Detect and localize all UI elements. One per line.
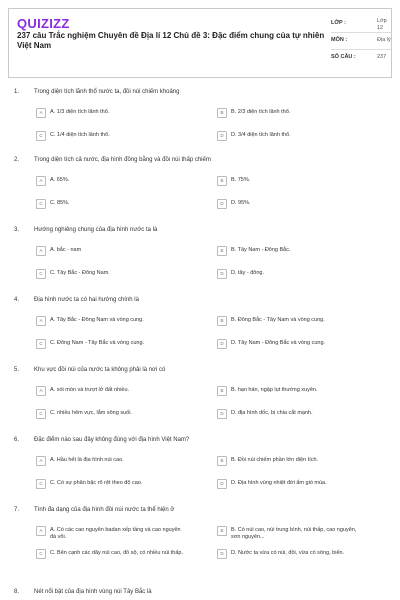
question-text: Trong diện tích lãnh thổ nước ta, đồi núi chiếm khoảng: [34, 89, 180, 95]
answer-option-d[interactable]: [217, 269, 367, 283]
option-text: A. Có các cao nguyên badan xếp tầng và cao nguyên đá vôi.: [50, 527, 181, 540]
page-title: 237 câu Trắc nghiệm Chuyên đề Địa lí 12 Chủ đề 3: Đặc điểm chung của tự nhiên Việt Nam: [17, 31, 325, 50]
option-text: C. Đông Nam - Tây Bắc và vòng cung.: [50, 340, 145, 346]
answer-option-d[interactable]: [217, 199, 367, 213]
option-text: D. 3/4 diện tích lãnh thổ.: [231, 132, 291, 138]
option-letter-box: C: [36, 479, 46, 489]
question-text: Nét nổi bật của địa hình vùng núi Tây Bắc là: [34, 589, 152, 595]
option-letter-box: A: [36, 246, 46, 256]
option-text: A. 65%.: [50, 177, 70, 183]
question-text: Khu vực đồi núi của nước ta không phải là nơi có: [34, 367, 166, 373]
question-number: 5.: [14, 367, 20, 373]
option-letter-box: D: [217, 409, 227, 419]
answer-option-a[interactable]: [36, 246, 186, 260]
option-text: C. Bên cạnh các dãy núi cao, đồ sộ, có nhiều núi thấp.: [50, 550, 184, 556]
option-letter-box: D: [217, 199, 227, 209]
option-letter-box: C: [36, 549, 46, 559]
brand-logo[interactable]: QUIZIZZ: [17, 16, 70, 31]
option-letter-box: C: [36, 199, 46, 209]
option-text: A. xói mòn và trượt lở đất nhiều.: [50, 387, 130, 393]
question-number: 1.: [14, 89, 20, 95]
option-letter-box: D: [217, 549, 227, 559]
meta-row-socau: [331, 50, 391, 66]
question-number: 2.: [14, 157, 20, 163]
answer-option-c[interactable]: [36, 339, 186, 353]
option-letter-box: B: [217, 456, 227, 466]
option-text: D. 95%.: [231, 200, 251, 206]
option-letter-box: D: [217, 269, 227, 279]
answer-option-c[interactable]: [36, 269, 186, 283]
answer-option-c[interactable]: [36, 549, 186, 563]
socau-value: 237: [377, 54, 387, 60]
option-text: D. địa hình dốc, bị chia cắt mạnh.: [231, 410, 313, 416]
answer-option-d[interactable]: [217, 409, 367, 423]
option-text: B. 75%.: [231, 177, 251, 183]
option-text: D. tây - đông.: [231, 270, 265, 276]
quiz-header: [8, 8, 392, 78]
option-text: A. Hầu hết là địa hình núi cao.: [50, 457, 124, 463]
option-text: A. bắc - nam: [50, 247, 82, 253]
lop-value: Lớp 12: [377, 18, 387, 31]
option-letter-box: D: [217, 339, 227, 349]
question-text: Trong diện tích cả nước, địa hình đồng bằng và đồi núi thấp chiếm: [34, 157, 211, 163]
option-text: B. 2/3 diện tích lãnh thổ.: [231, 109, 291, 115]
question-text: Tính đa dạng của địa hình đồi núi nước ta thể hiện ở: [34, 507, 175, 513]
option-text: B. hạn hán, ngập lụt thường xuyên.: [231, 387, 318, 393]
option-letter-box: C: [36, 409, 46, 419]
option-letter-box: A: [36, 456, 46, 466]
option-letter-box: A: [36, 108, 46, 118]
option-text: B. Tây Nam - Đông Bắc.: [231, 247, 291, 253]
answer-option-a[interactable]: [36, 316, 186, 330]
option-text: A. 1/3 diện tích lãnh thổ.: [50, 109, 110, 115]
option-text: B. Đông Bắc - Tây Nam và vòng cung.: [231, 317, 325, 323]
option-letter-box: D: [217, 131, 227, 141]
option-text: D. Tây Nam - Đông Bắc và vòng cung.: [231, 340, 326, 346]
answer-option-b[interactable]: [217, 108, 367, 122]
answer-option-c[interactable]: [36, 131, 186, 145]
option-letter-box: B: [217, 316, 227, 326]
answer-option-b[interactable]: [217, 246, 367, 260]
mon-value: Địa lý: [377, 37, 391, 43]
answer-option-b[interactable]: [217, 176, 367, 190]
option-text: D. Nước ta vừa có núi, đồi, vừa có sông, biển.: [231, 550, 345, 556]
answer-option-c[interactable]: [36, 479, 186, 493]
question-text: Địa hình nước ta có hai hướng chính là: [34, 297, 139, 303]
option-letter-box: A: [36, 316, 46, 326]
answer-option-b[interactable]: [217, 456, 367, 470]
option-text: C. 85%.: [50, 200, 70, 206]
option-text: B. Đồi núi chiếm phần lớn diện tích.: [231, 457, 319, 463]
answer-option-d[interactable]: [217, 339, 367, 353]
option-letter-box: B: [217, 526, 227, 536]
question-number: 4.: [14, 297, 20, 303]
answer-option-a[interactable]: [36, 526, 186, 540]
option-text: C. 1/4 diện tích lãnh thổ.: [50, 132, 110, 138]
option-letter-box: C: [36, 131, 46, 141]
meta-row-mon: [331, 33, 391, 50]
lop-label: LỚP :: [331, 20, 346, 26]
answer-option-a[interactable]: [36, 386, 186, 400]
mon-label: MÔN :: [331, 37, 348, 43]
answer-option-b[interactable]: [217, 386, 367, 400]
quiz-meta: [331, 16, 391, 66]
option-letter-box: A: [36, 176, 46, 186]
option-letter-box: A: [36, 386, 46, 396]
answer-option-c[interactable]: [36, 199, 186, 213]
answer-option-b[interactable]: [217, 526, 367, 540]
answer-option-d[interactable]: [217, 549, 367, 563]
option-letter-box: B: [217, 108, 227, 118]
answer-option-b[interactable]: [217, 316, 367, 330]
option-text: B. Có núi cao, núi trung bình, núi thấp, cao nguyên, sơn nguyên...: [231, 527, 357, 540]
answer-option-a[interactable]: [36, 456, 186, 470]
option-letter-box: A: [36, 526, 46, 536]
option-text: C. Tây Bắc - Đông Nam.: [50, 270, 110, 276]
answer-option-a[interactable]: [36, 108, 186, 122]
socau-label: SỐ CÂU :: [331, 54, 356, 60]
option-letter-box: C: [36, 269, 46, 279]
option-text: C. nhiều hẻm vực, lắm sông suối.: [50, 410, 132, 416]
option-letter-box: B: [217, 176, 227, 186]
answer-option-d[interactable]: [217, 131, 367, 145]
option-letter-box: B: [217, 246, 227, 256]
question-number: 3.: [14, 227, 20, 233]
question-text: Đặc điểm nào sau đây không đúng với địa hình Việt Nam?: [34, 437, 190, 443]
option-letter-box: C: [36, 339, 46, 349]
answer-option-c[interactable]: [36, 409, 186, 423]
question-number: 7.: [14, 507, 20, 513]
meta-row-lop: [331, 16, 391, 33]
option-text: D. Địa hình vùng nhiệt đới ẩm gió mùa.: [231, 480, 327, 486]
option-letter-box: B: [217, 386, 227, 396]
answer-option-d[interactable]: [217, 479, 367, 493]
option-text: C. Có sự phân bậc rõ rệt theo độ cao.: [50, 480, 143, 486]
question-number: 6.: [14, 437, 20, 443]
option-text: A. Tây Bắc - Đông Nam và vòng cung.: [50, 317, 144, 323]
question-text: Hướng nghiêng chung của địa hình nước ta là: [34, 227, 158, 233]
option-letter-box: D: [217, 479, 227, 489]
question-number: 8.: [14, 589, 20, 595]
answer-option-a[interactable]: [36, 176, 186, 190]
